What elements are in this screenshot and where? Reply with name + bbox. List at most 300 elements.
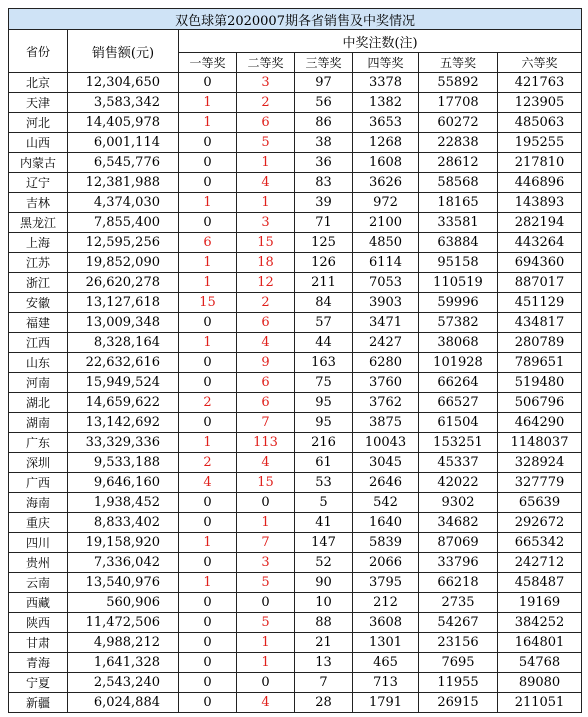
cell-prize-4: 465: [353, 653, 419, 673]
cell-province: 陕西: [9, 613, 68, 633]
cell-prize-3: 57: [295, 313, 353, 333]
cell-prize-4: 5839: [353, 533, 419, 553]
table-row: [9, 233, 582, 253]
cell-prize-3: 147: [295, 533, 353, 553]
cell-prize-4: 1268: [353, 133, 419, 153]
cell-province: 西藏: [9, 593, 68, 613]
cell-prize-4: 1640: [353, 513, 419, 533]
cell-sales: 11,472,506: [68, 613, 179, 633]
cell-province: 云南: [9, 573, 68, 593]
cell-prize-3: 125: [295, 233, 353, 253]
table-row: [9, 653, 582, 673]
cell-province: 黑龙江: [9, 213, 68, 233]
header-prize-4: 四等奖: [353, 53, 419, 73]
cell-province: 江西: [9, 333, 68, 353]
cell-sales: 26,620,278: [68, 273, 179, 293]
cell-prize-1: 0: [179, 413, 237, 433]
cell-prize-2: 3: [237, 213, 295, 233]
cell-prize-1: 0: [179, 653, 237, 673]
cell-prize-4: 3762: [353, 393, 419, 413]
cell-sales: 560,906: [68, 593, 179, 613]
cell-prize-1: 0: [179, 593, 237, 613]
cell-prize-5: 101928: [419, 353, 498, 373]
cell-prize-3: 84: [295, 293, 353, 313]
cell-prize-2: 5: [237, 613, 295, 633]
table-row: [9, 693, 582, 713]
cell-prize-5: 9302: [419, 493, 498, 513]
cell-prize-1: 0: [179, 513, 237, 533]
cell-prize-6: 292672: [498, 513, 582, 533]
cell-prize-4: 10043: [353, 433, 419, 453]
table-row: [9, 613, 582, 633]
cell-prize-3: 13: [295, 653, 353, 673]
cell-prize-4: 3795: [353, 573, 419, 593]
cell-prize-4: 1791: [353, 693, 419, 713]
cell-prize-1: 0: [179, 213, 237, 233]
cell-prize-6: 242712: [498, 553, 582, 573]
cell-prize-4: 2427: [353, 333, 419, 353]
cell-prize-1: 0: [179, 73, 237, 93]
table-row: [9, 313, 582, 333]
cell-prize-1: 1: [179, 573, 237, 593]
cell-province: 浙江: [9, 273, 68, 293]
cell-prize-6: 123905: [498, 93, 582, 113]
cell-prize-5: 22838: [419, 133, 498, 153]
cell-prize-2: 4: [237, 333, 295, 353]
lottery-sales-table-container: [8, 8, 581, 713]
cell-prize-2: 18: [237, 253, 295, 273]
cell-province: 海南: [9, 493, 68, 513]
cell-prize-6: 694360: [498, 253, 582, 273]
cell-prize-5: 63884: [419, 233, 498, 253]
cell-prize-5: 66527: [419, 393, 498, 413]
cell-sales: 8,833,402: [68, 513, 179, 533]
cell-prize-6: 327779: [498, 473, 582, 493]
cell-sales: 4,374,030: [68, 193, 179, 213]
table-title: 双色球第2020007期各省销售及中奖情况: [9, 9, 582, 30]
cell-prize-4: 6114: [353, 253, 419, 273]
cell-prize-3: 44: [295, 333, 353, 353]
cell-prize-2: 4: [237, 693, 295, 713]
cell-prize-6: 384252: [498, 613, 582, 633]
cell-prize-6: 1148037: [498, 433, 582, 453]
cell-prize-6: 195255: [498, 133, 582, 153]
table-row: [9, 593, 582, 613]
cell-prize-2: 1: [237, 153, 295, 173]
cell-prize-4: 2646: [353, 473, 419, 493]
cell-province: 深圳: [9, 453, 68, 473]
cell-province: 广西: [9, 473, 68, 493]
cell-prize-5: 18165: [419, 193, 498, 213]
header-sales: 销售额(元): [68, 30, 179, 73]
cell-province: 青海: [9, 653, 68, 673]
cell-prize-5: 7695: [419, 653, 498, 673]
cell-prize-4: 713: [353, 673, 419, 693]
cell-prize-5: 66218: [419, 573, 498, 593]
header-province: 省份: [9, 30, 68, 73]
cell-prize-6: 665342: [498, 533, 582, 553]
cell-prize-5: 38068: [419, 333, 498, 353]
cell-prize-6: 421763: [498, 73, 582, 93]
cell-province: 河北: [9, 113, 68, 133]
cell-prize-3: 36: [295, 153, 353, 173]
cell-province: 山西: [9, 133, 68, 153]
cell-prize-4: 3903: [353, 293, 419, 313]
header-winners-group: 中奖注数(注): [179, 30, 582, 53]
table-row: [9, 393, 582, 413]
table-row: [9, 253, 582, 273]
cell-province: 广东: [9, 433, 68, 453]
cell-prize-4: 4850: [353, 233, 419, 253]
cell-prize-2: 6: [237, 313, 295, 333]
cell-province: 山东: [9, 353, 68, 373]
cell-prize-2: 1: [237, 513, 295, 533]
cell-prize-4: 2066: [353, 553, 419, 573]
cell-prize-3: 75: [295, 373, 353, 393]
cell-prize-3: 95: [295, 413, 353, 433]
cell-province: 新疆: [9, 693, 68, 713]
cell-prize-4: 542: [353, 493, 419, 513]
cell-prize-3: 88: [295, 613, 353, 633]
cell-prize-5: 2735: [419, 593, 498, 613]
cell-prize-2: 4: [237, 453, 295, 473]
cell-sales: 15,949,524: [68, 373, 179, 393]
cell-prize-6: 887017: [498, 273, 582, 293]
cell-prize-5: 110519: [419, 273, 498, 293]
table-row: [9, 93, 582, 113]
table-row: [9, 573, 582, 593]
cell-province: 天津: [9, 93, 68, 113]
cell-prize-1: 1: [179, 433, 237, 453]
cell-prize-1: 1: [179, 113, 237, 133]
cell-prize-2: 12: [237, 273, 295, 293]
cell-prize-5: 95158: [419, 253, 498, 273]
header-prize-6: 六等奖: [498, 53, 582, 73]
cell-prize-4: 3875: [353, 413, 419, 433]
cell-prize-2: 0: [237, 493, 295, 513]
table-row: [9, 553, 582, 573]
cell-prize-2: 4: [237, 173, 295, 193]
cell-prize-4: 3471: [353, 313, 419, 333]
cell-prize-3: 21: [295, 633, 353, 653]
cell-province: 上海: [9, 233, 68, 253]
lottery-sales-table: [8, 8, 582, 713]
table-row: [9, 153, 582, 173]
cell-prize-1: 0: [179, 693, 237, 713]
cell-province: 河南: [9, 373, 68, 393]
cell-prize-2: 2: [237, 293, 295, 313]
cell-prize-5: 33581: [419, 213, 498, 233]
cell-province: 重庆: [9, 513, 68, 533]
header-prize-2: 二等奖: [237, 53, 295, 73]
table-row: [9, 173, 582, 193]
cell-prize-1: 1: [179, 193, 237, 213]
cell-prize-4: 3653: [353, 113, 419, 133]
header-prize-1: 一等奖: [179, 53, 237, 73]
cell-prize-3: 38: [295, 133, 353, 153]
cell-sales: 12,304,650: [68, 73, 179, 93]
table-row: [9, 513, 582, 533]
table-row: [9, 353, 582, 373]
cell-prize-2: 0: [237, 673, 295, 693]
cell-province: 贵州: [9, 553, 68, 573]
cell-prize-3: 126: [295, 253, 353, 273]
cell-prize-6: 464290: [498, 413, 582, 433]
cell-prize-6: 451129: [498, 293, 582, 313]
cell-prize-5: 34682: [419, 513, 498, 533]
cell-prize-4: 3626: [353, 173, 419, 193]
cell-prize-3: 97: [295, 73, 353, 93]
cell-province: 湖南: [9, 413, 68, 433]
cell-prize-4: 3760: [353, 373, 419, 393]
cell-prize-2: 1: [237, 633, 295, 653]
cell-prize-6: 164801: [498, 633, 582, 653]
cell-prize-5: 54267: [419, 613, 498, 633]
cell-prize-5: 66264: [419, 373, 498, 393]
cell-prize-3: 61: [295, 453, 353, 473]
table-row: [9, 493, 582, 513]
cell-prize-3: 56: [295, 93, 353, 113]
table-row: [9, 533, 582, 553]
table-row: [9, 113, 582, 133]
cell-prize-6: 89080: [498, 673, 582, 693]
cell-prize-1: 2: [179, 393, 237, 413]
cell-prize-1: 0: [179, 613, 237, 633]
cell-prize-1: 0: [179, 353, 237, 373]
table-body: [9, 73, 582, 713]
cell-prize-4: 3378: [353, 73, 419, 93]
table-row: [9, 433, 582, 453]
cell-sales: 7,855,400: [68, 213, 179, 233]
cell-prize-6: 328924: [498, 453, 582, 473]
cell-prize-3: 7: [295, 673, 353, 693]
cell-prize-6: 458487: [498, 573, 582, 593]
cell-prize-4: 7053: [353, 273, 419, 293]
cell-prize-4: 2100: [353, 213, 419, 233]
table-row: [9, 133, 582, 153]
cell-prize-1: 6: [179, 233, 237, 253]
cell-sales: 8,328,164: [68, 333, 179, 353]
cell-province: 辽宁: [9, 173, 68, 193]
cell-prize-6: 54768: [498, 653, 582, 673]
cell-sales: 9,646,160: [68, 473, 179, 493]
table-row: [9, 333, 582, 353]
cell-prize-5: 58568: [419, 173, 498, 193]
cell-prize-5: 60272: [419, 113, 498, 133]
cell-prize-5: 55892: [419, 73, 498, 93]
cell-province: 甘肃: [9, 633, 68, 653]
cell-prize-2: 3: [237, 73, 295, 93]
header-prize-3: 三等奖: [295, 53, 353, 73]
table-row: [9, 73, 582, 93]
cell-prize-5: 42022: [419, 473, 498, 493]
cell-sales: 13,142,692: [68, 413, 179, 433]
cell-sales: 19,852,090: [68, 253, 179, 273]
cell-prize-1: 15: [179, 293, 237, 313]
cell-prize-1: 1: [179, 93, 237, 113]
cell-prize-6: 485063: [498, 113, 582, 133]
cell-prize-2: 15: [237, 473, 295, 493]
cell-prize-6: 211051: [498, 693, 582, 713]
cell-sales: 12,595,256: [68, 233, 179, 253]
cell-prize-5: 26915: [419, 693, 498, 713]
cell-prize-2: 3: [237, 553, 295, 573]
cell-prize-2: 7: [237, 413, 295, 433]
cell-prize-2: 9: [237, 353, 295, 373]
table-row: [9, 293, 582, 313]
cell-prize-5: 59996: [419, 293, 498, 313]
cell-prize-2: 6: [237, 393, 295, 413]
cell-prize-3: 10: [295, 593, 353, 613]
cell-prize-2: 2: [237, 93, 295, 113]
cell-sales: 1,938,452: [68, 493, 179, 513]
cell-prize-3: 71: [295, 213, 353, 233]
cell-sales: 33,329,336: [68, 433, 179, 453]
cell-sales: 12,381,988: [68, 173, 179, 193]
cell-sales: 6,545,776: [68, 153, 179, 173]
cell-prize-4: 1382: [353, 93, 419, 113]
cell-prize-1: 1: [179, 333, 237, 353]
cell-sales: 14,405,978: [68, 113, 179, 133]
cell-province: 江苏: [9, 253, 68, 273]
cell-prize-1: 0: [179, 553, 237, 573]
cell-prize-5: 23156: [419, 633, 498, 653]
header-prize-5: 五等奖: [419, 53, 498, 73]
cell-sales: 6,024,884: [68, 693, 179, 713]
cell-prize-2: 7: [237, 533, 295, 553]
cell-province: 福建: [9, 313, 68, 333]
cell-prize-6: 143893: [498, 193, 582, 213]
cell-prize-4: 6280: [353, 353, 419, 373]
cell-prize-6: 19169: [498, 593, 582, 613]
cell-prize-1: 0: [179, 493, 237, 513]
cell-province: 湖北: [9, 393, 68, 413]
cell-prize-4: 972: [353, 193, 419, 213]
cell-prize-3: 163: [295, 353, 353, 373]
cell-prize-3: 5: [295, 493, 353, 513]
table-row: [9, 673, 582, 693]
cell-prize-4: 3045: [353, 453, 419, 473]
cell-prize-1: 0: [179, 153, 237, 173]
cell-prize-6: 519480: [498, 373, 582, 393]
cell-prize-3: 41: [295, 513, 353, 533]
cell-sales: 1,641,328: [68, 653, 179, 673]
cell-prize-5: 11955: [419, 673, 498, 693]
cell-prize-3: 28: [295, 693, 353, 713]
cell-prize-5: 87069: [419, 533, 498, 553]
cell-prize-3: 211: [295, 273, 353, 293]
cell-prize-6: 506796: [498, 393, 582, 413]
cell-prize-2: 5: [237, 133, 295, 153]
cell-prize-1: 0: [179, 133, 237, 153]
cell-prize-5: 45337: [419, 453, 498, 473]
cell-sales: 4,988,212: [68, 633, 179, 653]
table-row: [9, 453, 582, 473]
cell-prize-2: 113: [237, 433, 295, 453]
cell-prize-5: 61504: [419, 413, 498, 433]
cell-prize-2: 0: [237, 593, 295, 613]
table-row: [9, 273, 582, 293]
cell-prize-3: 90: [295, 573, 353, 593]
cell-province: 内蒙古: [9, 153, 68, 173]
cell-sales: 13,009,348: [68, 313, 179, 333]
cell-prize-2: 5: [237, 573, 295, 593]
cell-sales: 9,533,188: [68, 453, 179, 473]
table-row: [9, 413, 582, 433]
cell-prize-1: 0: [179, 173, 237, 193]
cell-sales: 7,336,042: [68, 553, 179, 573]
cell-prize-4: 212: [353, 593, 419, 613]
cell-prize-6: 446896: [498, 173, 582, 193]
cell-prize-6: 280789: [498, 333, 582, 353]
cell-prize-3: 95: [295, 393, 353, 413]
cell-sales: 3,583,342: [68, 93, 179, 113]
cell-prize-5: 33796: [419, 553, 498, 573]
cell-prize-1: 1: [179, 533, 237, 553]
cell-prize-4: 3608: [353, 613, 419, 633]
cell-prize-3: 53: [295, 473, 353, 493]
cell-prize-2: 6: [237, 373, 295, 393]
cell-prize-3: 39: [295, 193, 353, 213]
cell-prize-6: 65639: [498, 493, 582, 513]
cell-province: 北京: [9, 73, 68, 93]
cell-prize-1: 0: [179, 633, 237, 653]
cell-sales: 13,127,618: [68, 293, 179, 313]
cell-province: 安徽: [9, 293, 68, 313]
cell-prize-1: 0: [179, 313, 237, 333]
cell-prize-6: 434817: [498, 313, 582, 333]
cell-prize-5: 17708: [419, 93, 498, 113]
table-row: [9, 633, 582, 653]
cell-prize-1: 0: [179, 373, 237, 393]
cell-prize-6: 443264: [498, 233, 582, 253]
cell-prize-5: 153251: [419, 433, 498, 453]
table-row: [9, 373, 582, 393]
cell-sales: 22,632,616: [68, 353, 179, 373]
table-row: [9, 473, 582, 493]
cell-prize-2: 6: [237, 113, 295, 133]
cell-sales: 2,543,240: [68, 673, 179, 693]
cell-sales: 13,540,976: [68, 573, 179, 593]
cell-prize-2: 15: [237, 233, 295, 253]
cell-prize-4: 1608: [353, 153, 419, 173]
cell-prize-1: 4: [179, 473, 237, 493]
cell-prize-1: 2: [179, 453, 237, 473]
cell-province: 宁夏: [9, 673, 68, 693]
cell-sales: 19,158,920: [68, 533, 179, 553]
cell-prize-5: 57382: [419, 313, 498, 333]
cell-prize-1: 1: [179, 253, 237, 273]
cell-prize-1: 1: [179, 273, 237, 293]
cell-prize-1: 0: [179, 673, 237, 693]
table-row: [9, 193, 582, 213]
cell-prize-5: 28612: [419, 153, 498, 173]
cell-prize-3: 86: [295, 113, 353, 133]
cell-province: 吉林: [9, 193, 68, 213]
cell-prize-4: 1301: [353, 633, 419, 653]
cell-prize-2: 1: [237, 193, 295, 213]
cell-province: 四川: [9, 533, 68, 553]
cell-prize-2: 1: [237, 653, 295, 673]
cell-sales: 14,659,622: [68, 393, 179, 413]
cell-prize-6: 282194: [498, 213, 582, 233]
cell-prize-3: 83: [295, 173, 353, 193]
cell-prize-3: 216: [295, 433, 353, 453]
cell-prize-3: 52: [295, 553, 353, 573]
cell-prize-6: 217810: [498, 153, 582, 173]
cell-prize-6: 789651: [498, 353, 582, 373]
cell-sales: 6,001,114: [68, 133, 179, 153]
